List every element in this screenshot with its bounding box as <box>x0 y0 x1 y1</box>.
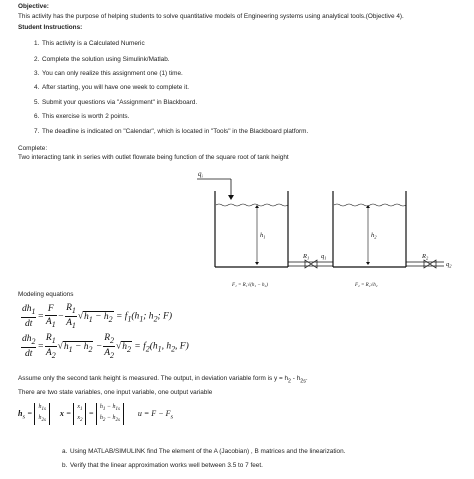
objective-text: This activity has the purpose of helping students to solve quantitative models of Engineering systems using analytical tools.(Objective 4). <box>18 13 404 20</box>
list-item-number: 7. <box>34 128 40 135</box>
arrow-down-icon <box>366 262 370 265</box>
f2-label: F₂ = R₂√h₂ <box>355 283 378 288</box>
r2-label: $R_2$ <box>422 253 429 261</box>
inlet-flow-label: $q_i$ <box>198 170 203 179</box>
list-item-number: 1. <box>34 40 40 47</box>
valve-r1-icon <box>311 260 317 268</box>
h2-label: $h_2$ <box>371 232 377 240</box>
list-item-number: 5. <box>34 99 40 106</box>
list-item: This activity is a Calculated Numeric <box>42 40 145 47</box>
list-item: This exercise is worth 2 points. <box>42 113 130 120</box>
task-item: Using MATLAB/SIMULINK find The element of the A (Jacobian) , B matrices and the linearization. <box>70 448 346 455</box>
q1-label: $q_1$ <box>321 253 327 261</box>
complete-heading: Complete: <box>18 145 48 152</box>
modeling-heading: Modeling equations <box>18 291 74 298</box>
equation-dh1: $\frac{dh_1}{dt}$ = $\frac{F}{A_1}$ − $\frac{R_1}{A_1}$ $√h_1 - h_2 = f_1(h_1$; $h_2$; F) <box>22 303 173 330</box>
list-item-number: 4. <box>34 84 40 91</box>
complete-text: Two interacting tank in series with outlet flowrate being function of the square root of tank height <box>18 154 289 161</box>
list-item: After starting, you will have one week to complete it. <box>42 84 190 91</box>
tank1-liquid-surface <box>216 204 288 206</box>
state-vector-equation: $h_s$ = $h_{1s}$ $h_{2s}$ x = $x_1$ $x_2$ = $h_1 - h_{1s}$ $h_2 - h_{2s}$ $u = F - F_s$ <box>18 404 174 424</box>
f1-label: F₁ = R₁√(h₁ − h₂) <box>232 283 268 288</box>
list-item-number: 3. <box>34 70 40 77</box>
q2-label: $q_2$ <box>446 261 452 269</box>
list-item-number: 6. <box>34 113 40 120</box>
h1-label: $h_1$ <box>260 232 266 240</box>
list-item-number: 2. <box>34 56 40 63</box>
arrow-down-icon <box>255 262 259 265</box>
tank2-liquid-surface <box>334 204 406 206</box>
instructions-heading: Student Instructions: <box>18 24 83 31</box>
inlet-arrow-icon <box>228 195 234 200</box>
task-number: b. <box>62 462 68 469</box>
list-item: The deadline is indicated on "Calendar", which is located in "Tools" in the Blackboard platform. <box>42 128 309 135</box>
valve-r2-icon <box>424 260 430 268</box>
task-item: Verify that the linear approximation works well between 3.5 to 7 feet. <box>70 462 263 469</box>
list-item: Submit your questions via "Assignment" in Blackboard. <box>42 99 198 106</box>
valve-r2-icon <box>430 260 436 268</box>
assume-text: Assume only the second tank height is measured. The output, in deviation variable form is $y = h_2 - h_{2s}$. <box>18 375 308 385</box>
equation-dh2: $\frac{dh_2}{dt}$ = $\frac{R_1}{A_2}$ $√h_1 - h_2$ − $\frac{R_2}{A_2}$ $√h_2 = f_2(h_1$, $h_2$, F) <box>22 333 189 360</box>
list-item: You can only realize this assignment one (1) time. <box>42 70 183 77</box>
list-item: Complete the solution using Simulink/Matlab. <box>42 56 170 63</box>
r1-label: $R_1$ <box>303 253 310 261</box>
valve-r1-icon <box>305 260 311 268</box>
task-number: a. <box>62 448 68 455</box>
objective-heading: Objective: <box>18 3 49 10</box>
state-variables-text: There are two state variables, one input variable, one output variable <box>18 389 213 396</box>
